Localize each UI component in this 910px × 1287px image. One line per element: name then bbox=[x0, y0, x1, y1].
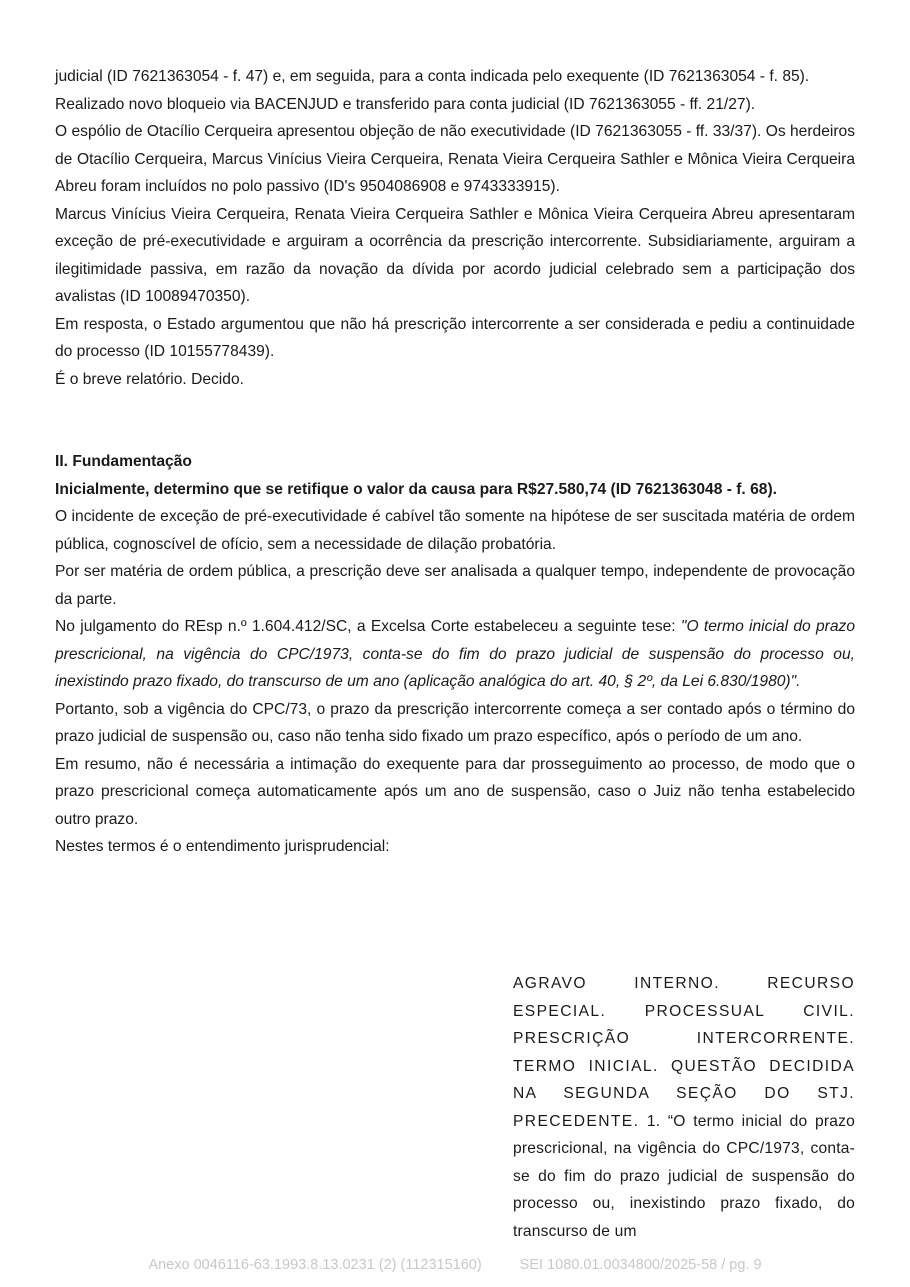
document-body bbox=[55, 63, 855, 861]
paragraph-2: Realizado novo bloqueio via BACENJUD e transferido para conta judicial (ID 7621363055 - ff. 21/27). bbox=[55, 95, 756, 113]
block-quote-caps: AGRAVO INTERNO. RECURSO ESPECIAL. PROCESSUAL CIVIL. PRESCRIÇÃO INTERCORRENTE. TERMO INICIAL. QUESTÃO DECIDIDA NA SEGUNDA SEÇÃO DO STJ. PRECEDENTE. bbox=[513, 975, 855, 1130]
paragraph-9-thesis: "O termo inicial do prazo prescricional, na vigência do CPC/1973, conta-se do fim do prazo judicial de suspensão do processo ou, inexistindo prazo fixado, do transcurso de um ano (aplicação analógica do art. 40, § 2º, da Lei 6.830/1980)". bbox=[55, 618, 855, 690]
paragraph-4: Marcus Vinícius Vieira Cerqueira, Renata Vieira Cerqueira Sathler e Mônica Vieira Cerqueira Abreu apresentaram exceção de pré-executividade e arguiram a ocorrência da prescrição intercorrente. Subsidiariamente, arguiram a ilegitimidade passiva, em razão da novação da dívida por acordo judicial celebrado sem a participação dos avalistas (ID 10089470350). bbox=[55, 205, 855, 305]
bold-paragraph: Inicialmente, determino que se retifique o valor da causa para R$27.580,74 (ID 7621363048 - f. 68). bbox=[55, 480, 777, 498]
paragraph-12: Nestes termos é o entendimento jurisprudencial: bbox=[55, 838, 390, 855]
page-footer bbox=[0, 1257, 910, 1273]
paragraph-11: Em resumo, não é necessária a intimação do exequente para dar prosseguimento ao processo, de modo que o prazo prescricional começa automaticamente após um ano de suspensão, caso o Juiz não tenha estabelecido outro prazo. bbox=[55, 755, 855, 828]
block-quote bbox=[513, 970, 855, 1245]
paragraph-9 bbox=[55, 613, 855, 696]
paragraph-9-intro: No julgamento do REsp n.º 1.604.412/SC, a Excelsa Corte estabeleceu a seguinte tese: bbox=[55, 618, 681, 635]
paragraph-1: judicial (ID 7621363054 - f. 47) e, em seguida, para a conta indicada pelo exequente (ID 7621363054 - f. 85). bbox=[55, 68, 810, 85]
paragraph-7: O incidente de exceção de pré-executividade é cabível tão somente na hipótese de ser suscitada matéria de ordem pública, cognoscível de ofício, sem a necessidade de dilação probatória. bbox=[55, 508, 855, 553]
section-gap bbox=[55, 393, 855, 448]
paragraph-10: Portanto, sob a vigência do CPC/73, o prazo da prescrição intercorrente começa a ser contado após o término do prazo judicial de suspensão ou, caso não tenha sido fixado um prazo específico, após o período de um ano. bbox=[55, 700, 855, 745]
paragraph-5: Em resposta, o Estado argumentou que não há prescrição intercorrente a ser considerada e pediu a continuidade do processo (ID 10155778439). bbox=[55, 315, 855, 360]
block-quote-rest: 1. “O termo inicial do prazo prescricional, na vigência do CPC/1973, conta-se do fim do prazo judicial de suspensão do processo ou, inexistindo prazo fixado, do transcurso de um bbox=[513, 1112, 855, 1240]
footer-sei: SEI 1080.01.0034800/2025-58 / pg. 9 bbox=[519, 1257, 762, 1273]
paragraph-6: É o breve relatório. Decido. bbox=[55, 370, 244, 388]
section-title: II. Fundamentação bbox=[55, 453, 192, 470]
footer-annex: Anexo 0046116-63.1993.8.13.0231 (2) (112315160) bbox=[148, 1257, 482, 1273]
block-quote-text bbox=[513, 970, 855, 1245]
paragraph-8: Por ser matéria de ordem pública, a prescrição deve ser analisada a qualquer tempo, independente de provocação da parte. bbox=[55, 563, 855, 608]
paragraph-3: O espólio de Otacílio Cerqueira apresentou objeção de não executividade (ID 7621363055 - ff. 33/37). Os herdeiros de Otacílio Cerqueira, Marcus Vinícius Vieira Cerqueira, Renata Vieira Cerqueira Sathler e Mônica Vieira Cerqueira Abreu foram incluídos no polo passivo (ID's 9504086908 e 9743333915). bbox=[55, 123, 855, 195]
